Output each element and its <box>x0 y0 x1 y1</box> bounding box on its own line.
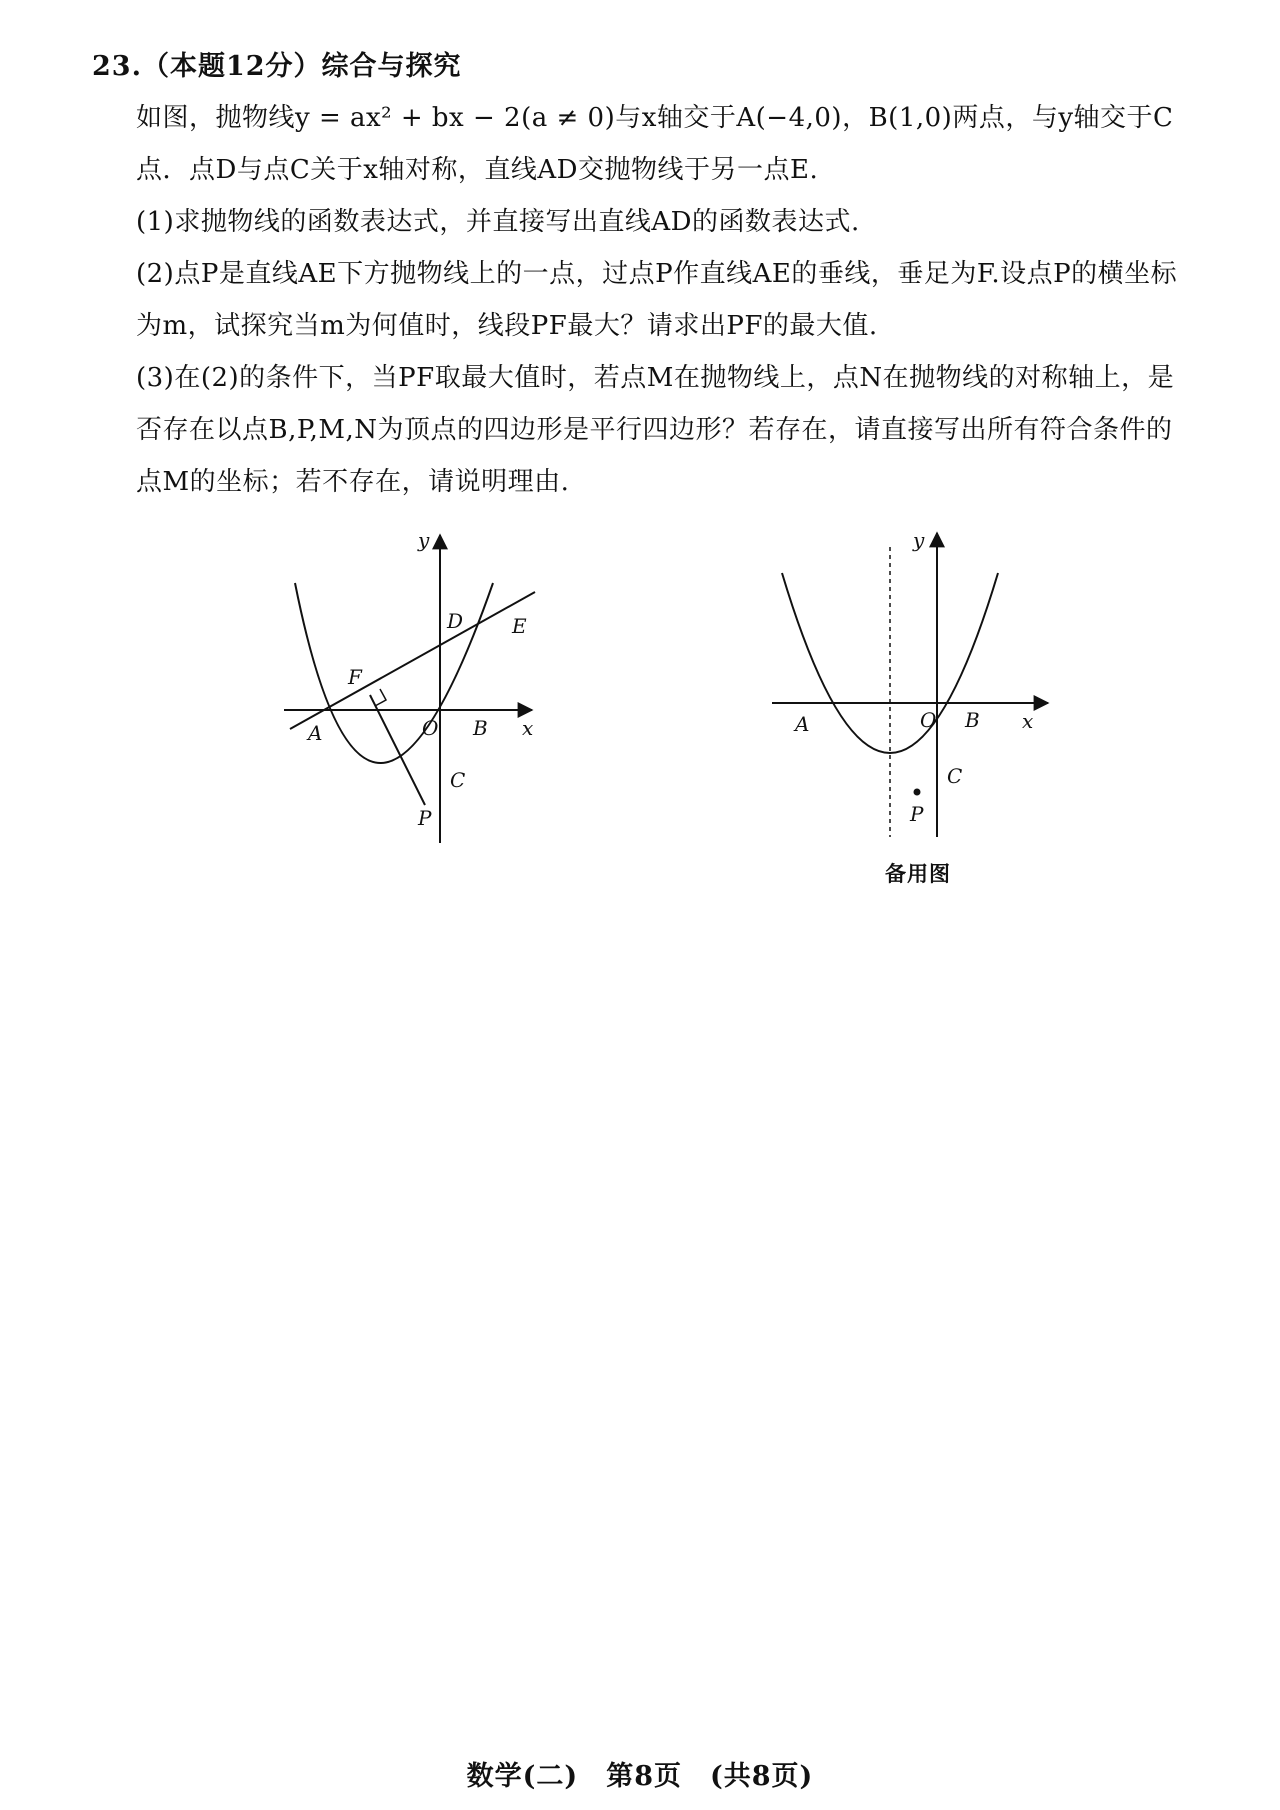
label-o: O <box>422 716 439 740</box>
label-a: A <box>308 721 323 745</box>
point-p <box>914 789 921 796</box>
question-header: 23.（本题12分）综合与探究 <box>92 51 462 82</box>
label-p: P <box>910 802 924 826</box>
label-x: x <box>522 716 534 740</box>
right-angle-mark <box>375 689 386 706</box>
parabola <box>295 583 493 763</box>
question-part-1: (1)求抛物线的函数表达式，并直接写出直线AD的函数表达式. <box>136 207 860 237</box>
label-f: F <box>348 665 362 689</box>
label-x: x <box>1022 709 1034 733</box>
label-c: C <box>450 768 466 792</box>
main-figure <box>270 525 550 859</box>
label-o: O <box>920 708 937 732</box>
question-intro: 如图，抛物线y = ax² + bx − 2(a ≠ 0)与x轴交于A(−4,0)，B(1,0)两点，与y轴交于C点．点D与点C关于x轴对称，直线AD交抛物线于另一点E. <box>136 103 1174 185</box>
label-p: P <box>418 806 432 830</box>
segment-pf <box>370 695 425 805</box>
label-d: D <box>447 609 464 633</box>
label-c: C <box>947 764 963 788</box>
label-e: E <box>512 614 527 638</box>
main-figure-svg <box>270 525 550 855</box>
label-y: y <box>418 528 430 552</box>
label-b: B <box>473 716 488 740</box>
label-y: y <box>913 528 925 552</box>
backup-figure-caption: 备用图 <box>885 861 951 886</box>
question-part-3: (3)在(2)的条件下，当PF取最大值时，若点M在抛物线上，点N在抛物线的对称轴上，是否存在以点B,P,M,N为顶点的四边形是平行四边形？若存在，请直接写出所有符合条件的点M的坐标；若不存在，请说明理由. <box>136 363 1175 497</box>
label-b: B <box>965 708 980 732</box>
question-part-2: (2)点P是直线AE下方抛物线上的一点，过点P作直线AE的垂线，垂足为F.设点P的横坐标为m，试探究当m为何值时，线段PF最大？请求出PF的最大值. <box>136 259 1178 341</box>
page-footer: 数学(二) 第8页 (共8页) <box>466 1761 814 1792</box>
backup-figure-svg <box>760 525 1060 845</box>
line-ae <box>290 592 535 729</box>
backup-figure <box>760 525 1060 849</box>
label-a: A <box>795 712 810 736</box>
